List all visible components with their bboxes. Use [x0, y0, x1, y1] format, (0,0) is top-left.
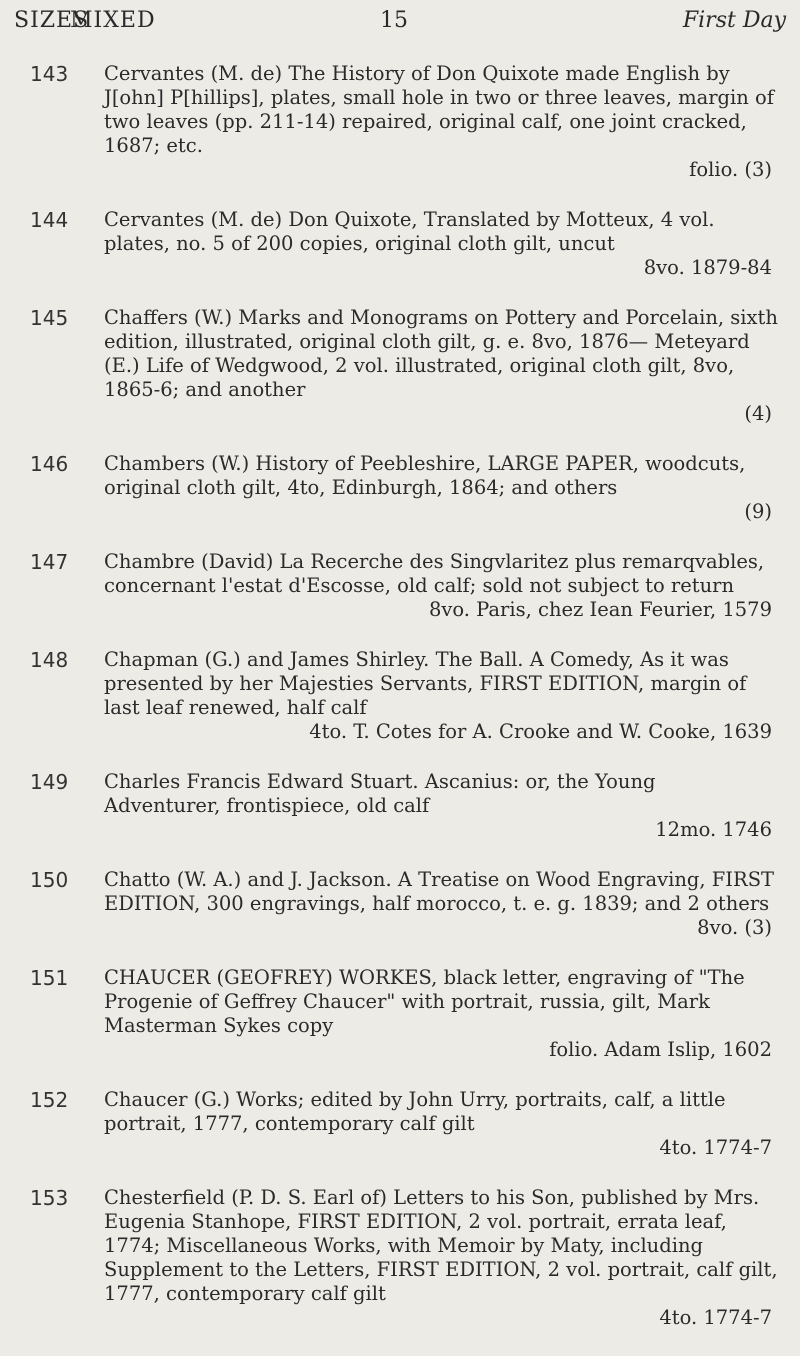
lot-number: 143: [30, 62, 69, 86]
lot-entry: [14, 1186, 778, 1330]
lot-number: 153: [30, 1186, 69, 1210]
lot-number: 149: [30, 770, 69, 794]
lot-format: 8vo. 1879-84: [643, 256, 772, 279]
lot-number: 150: [30, 868, 69, 892]
header-mixed: MIXED: [70, 8, 156, 33]
lot-entry: [14, 452, 778, 524]
lot-format: 8vo. (3): [697, 916, 772, 939]
lot-format: 4to. T. Cotes for A. Crooke and W. Cooke, 1639: [309, 720, 772, 743]
lot-list: [14, 62, 778, 1356]
page-header: [14, 8, 786, 48]
lot-number: 146: [30, 452, 69, 476]
lot-description: CHAUCER (GEOFREY) WORKES, black letter, engraving of "The Progenie of Geffrey Chaucer" with portrait, russia, gilt, Mark Masterman Sykes copy: [104, 966, 745, 1037]
lot-format: 4to. 1774-7: [659, 1306, 772, 1329]
lot-description: Chatto (W. A.) and J. Jackson. A Treatise on Wood Engraving, FIRST EDITION, 300 engravings, half morocco, t. e. g. 1839; and 2 others: [104, 868, 775, 915]
lot-description: Charles Francis Edward Stuart. Ascanius: or, the Young Adventurer, frontispiece, old calf: [104, 770, 656, 817]
lot-number: 147: [30, 550, 69, 574]
lot-number: 144: [30, 208, 69, 232]
lot-format: (9): [744, 500, 772, 523]
lot-entry: [14, 306, 778, 426]
lot-format: folio. Adam Islip, 1602: [549, 1038, 772, 1061]
lot-entry: [14, 1088, 778, 1160]
lot-number: 152: [30, 1088, 69, 1112]
lot-description: Cervantes (M. de) Don Quixote, Translated by Motteux, 4 vol. plates, no. 5 of 200 copies, original cloth gilt, uncut: [104, 208, 715, 255]
lot-description: Chambre (David) La Recerche des Singvlaritez plus remarqvables, concernant l'estat d'Escosse, old calf; sold not subject to return: [104, 550, 765, 597]
lot-entry: [14, 770, 778, 842]
lot-entry: [14, 62, 778, 182]
lot-entry: [14, 550, 778, 622]
header-sizes: SIZES: [14, 8, 90, 33]
lot-format: folio. (3): [689, 158, 772, 181]
lot-format: 12mo. 1746: [655, 818, 772, 841]
lot-description: Chaffers (W.) Marks and Monograms on Pottery and Porcelain, sixth edition, illustrated, original cloth gilt, g. e. 8vo, 1876— Meteyard (E.) Life of Wedgwood, 2 vol. illustrated, original cloth gilt, 8vo, 1865-6; and another: [104, 306, 778, 401]
page-number: 15: [380, 8, 408, 33]
lot-description: Chambers (W.) History of Peebleshire, LARGE PAPER, woodcuts, original cloth gilt, 4to, Edinburgh, 1864; and others: [104, 452, 746, 499]
lot-format: (4): [744, 402, 772, 425]
lot-number: 145: [30, 306, 69, 330]
lot-description: Chesterfield (P. D. S. Earl of) Letters to his Son, published by Mrs. Eugenia Stanhope, FIRST EDITION, 2 vol. portrait, errata leaf, 1774; Miscellaneous Works, with Memoir by Maty, including Supplement to the Letters, FIRST EDITION, 2 vol. portrait, calf gilt, 1777, contemporary calf gilt: [104, 1186, 778, 1305]
lot-description: Chapman (G.) and James Shirley. The Ball. A Comedy, As it was presented by her Majesties Servants, FIRST EDITION, margin of last leaf renewed, half calf: [104, 648, 747, 719]
lot-description: Chaucer (G.) Works; edited by John Urry, portraits, calf, a little portrait, 1777, contemporary calf gilt: [104, 1088, 726, 1135]
lot-number: 148: [30, 648, 69, 672]
header-day: First Day: [682, 8, 786, 33]
lot-description: Cervantes (M. de) The History of Don Quixote made English by J[ohn] P[hillips], plates, small hole in two or three leaves, margin of two leaves (pp. 211-14) repaired, original calf, one joint cracked, 1687; etc.: [104, 62, 774, 157]
lot-entry: [14, 966, 778, 1062]
lot-format: 8vo. Paris, chez Iean Feurier, 1579: [428, 598, 772, 621]
lot-format: 4to. 1774-7: [659, 1136, 772, 1159]
lot-number: 151: [30, 966, 69, 990]
lot-entry: [14, 648, 778, 744]
lot-entry: [14, 868, 778, 940]
lot-entry: [14, 208, 778, 280]
